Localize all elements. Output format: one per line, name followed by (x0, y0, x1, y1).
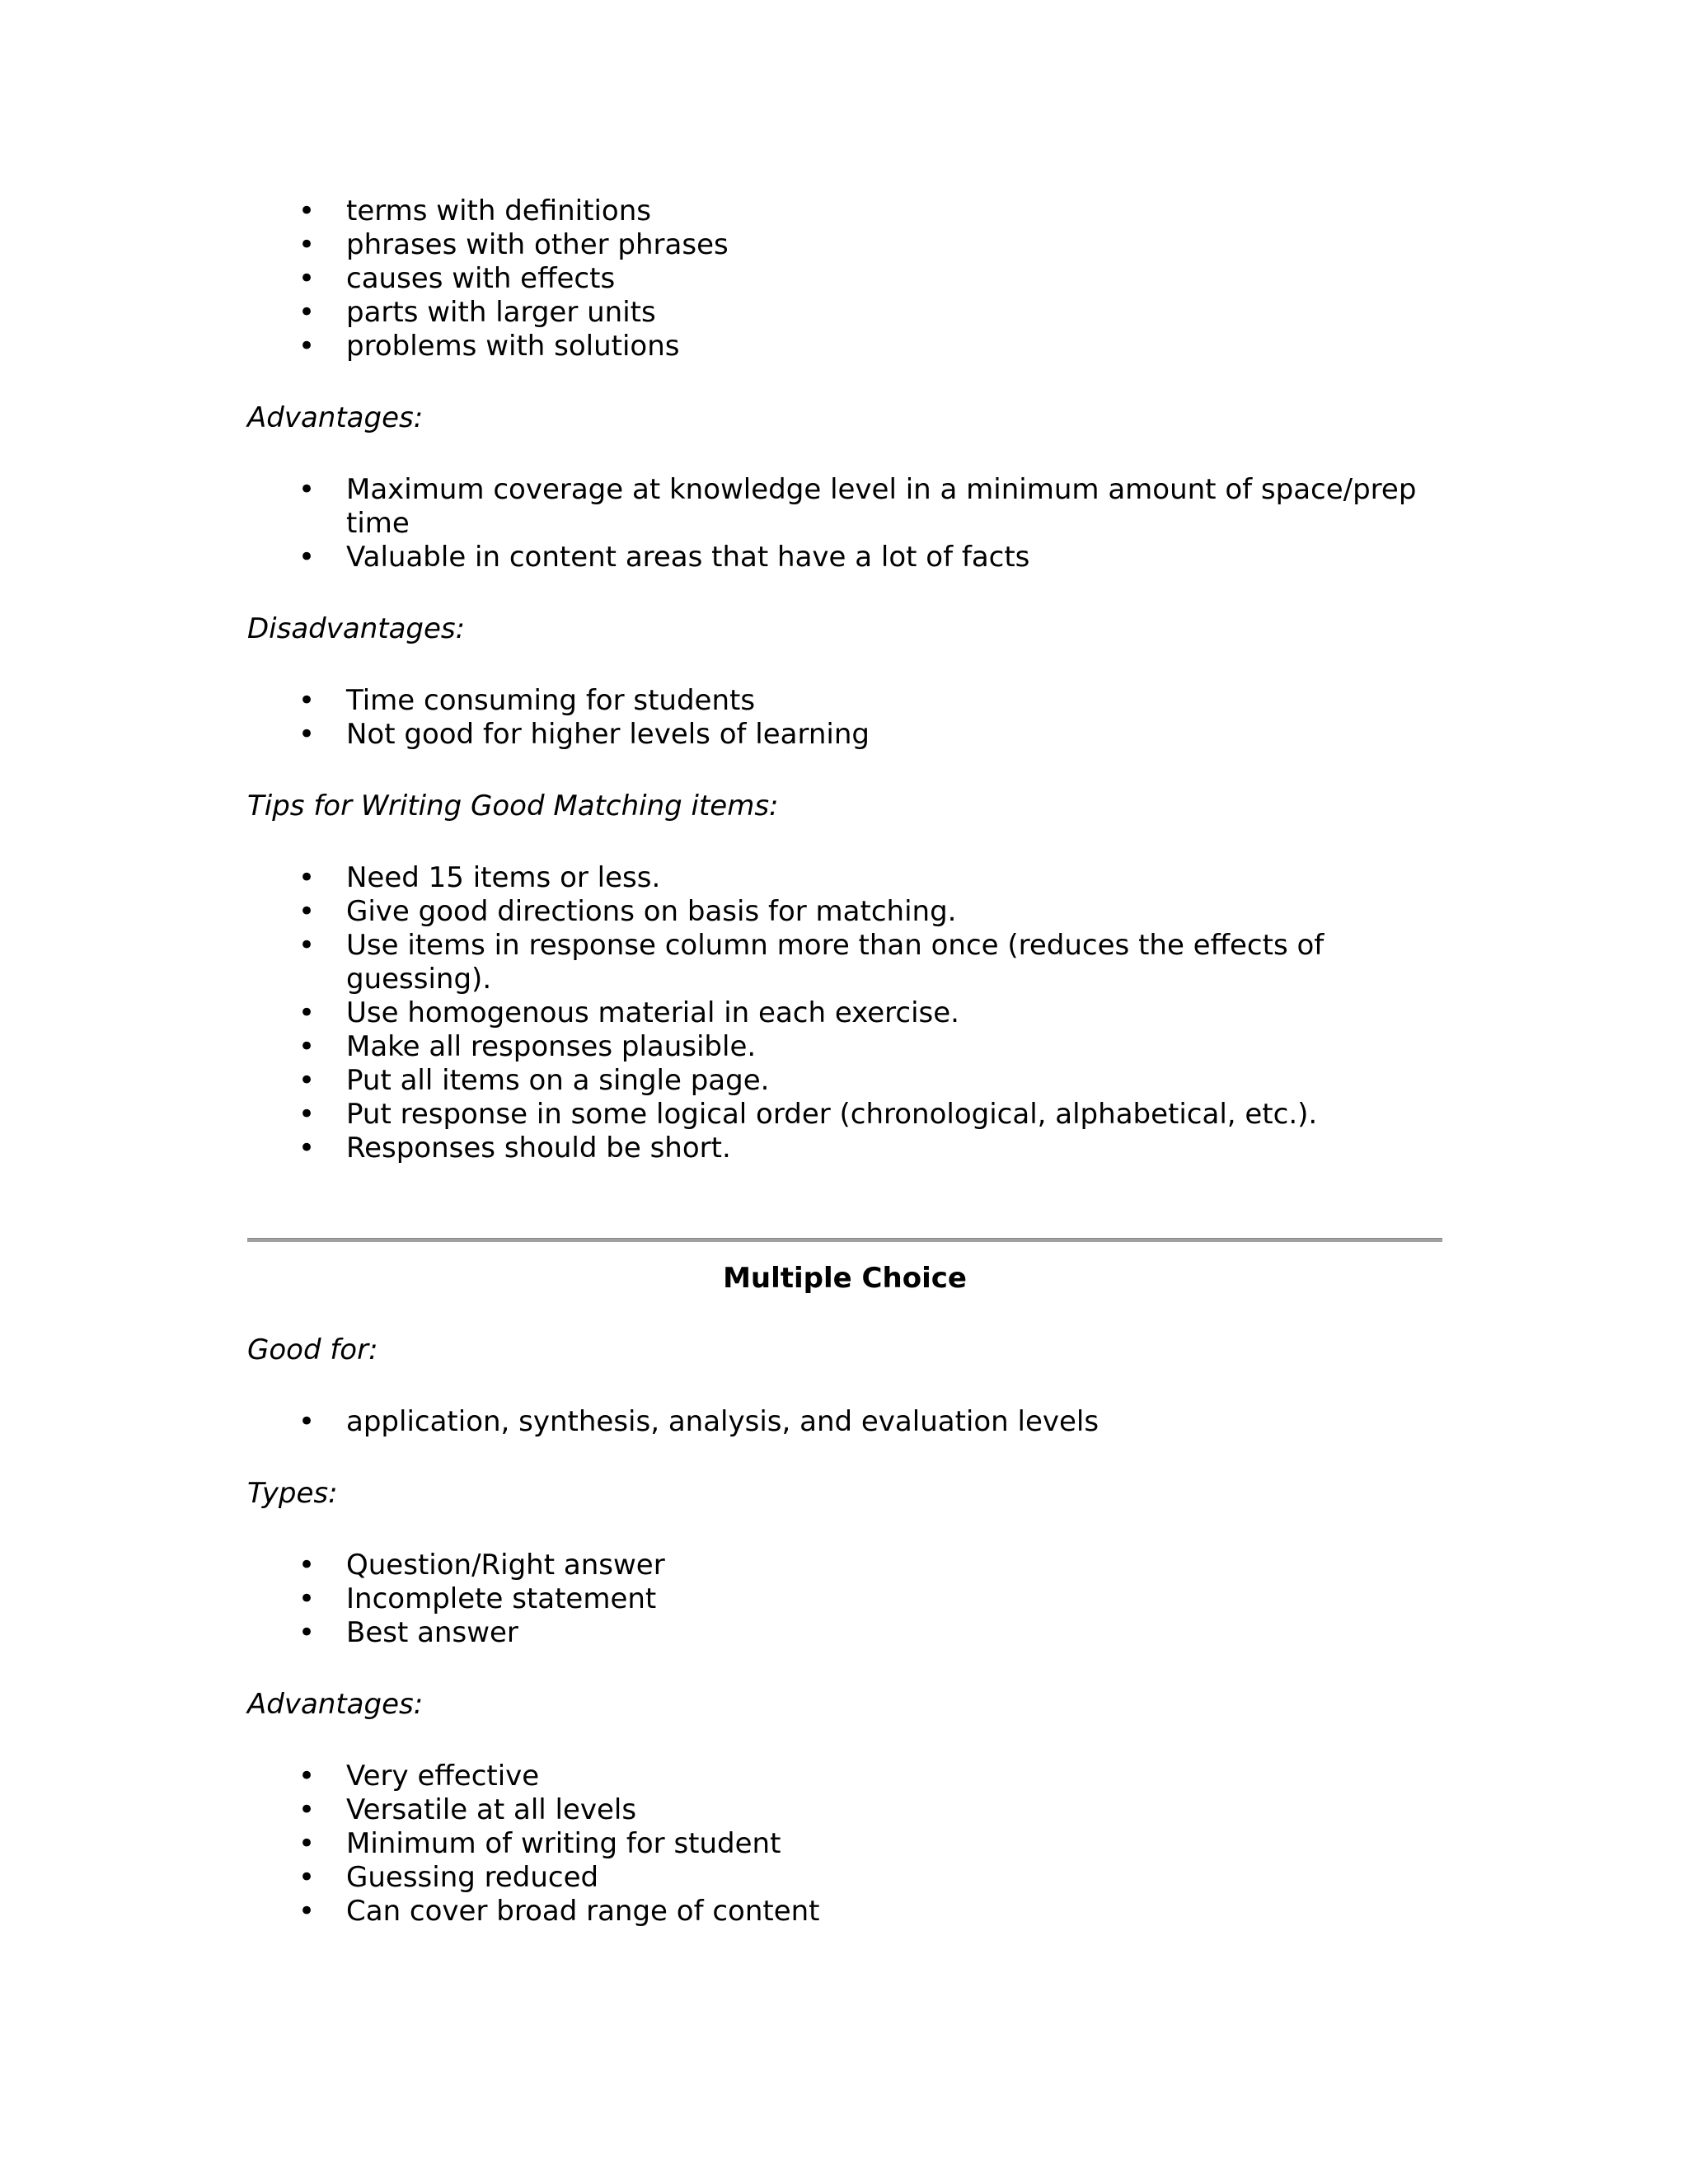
list-item (247, 684, 1442, 718)
list-item-text: Responses should be short. (346, 1132, 731, 1165)
bullet-icon: • (298, 228, 316, 261)
list-item-text: terms with definitions (346, 194, 651, 227)
bullet-icon: • (298, 895, 316, 928)
bullet-icon: • (298, 1861, 316, 1894)
list-item (247, 996, 1442, 1030)
list-item-text: phrases with other phrases (346, 228, 729, 261)
list-item (247, 330, 1442, 363)
matching-disadvantages-label: Disadvantages: (247, 612, 466, 645)
bullet-icon: • (298, 1549, 316, 1582)
matching-advantages-list (247, 473, 1442, 574)
list-item-text: causes with effects (346, 262, 616, 295)
bullet-icon: • (298, 1132, 316, 1165)
list-item (247, 1030, 1442, 1064)
mc-advantages-label: Advantages: (247, 1688, 424, 1721)
bullet-icon: • (298, 929, 316, 962)
list-item-text: Very effective (346, 1760, 540, 1793)
list-item-text: Put all items on a single page. (346, 1064, 770, 1097)
list-item (247, 929, 1442, 996)
bullet-icon: • (298, 330, 316, 363)
bullet-icon: • (298, 194, 316, 227)
bullet-icon: • (298, 1616, 316, 1649)
mc-good-for-label: Good for: (247, 1333, 378, 1366)
section-heading-multiple-choice: Multiple Choice (723, 1262, 967, 1295)
bullet-icon: • (298, 1827, 316, 1860)
matching-disadvantages-list (247, 684, 1442, 752)
bullet-icon: • (298, 684, 316, 717)
list-item-text: Make all responses plausible. (346, 1030, 757, 1063)
bullet-icon: • (298, 1793, 316, 1826)
bullet-icon: • (298, 996, 316, 1029)
list-item-text: Maximum coverage at knowledge level in a minimum amount of space/prep time (346, 473, 1417, 540)
list-item-text: Incomplete statement (346, 1582, 657, 1615)
bullet-icon: • (298, 1895, 316, 1928)
bullet-icon: • (298, 1405, 316, 1438)
matching-tips-label: Tips for Writing Good Matching items: (247, 790, 779, 823)
list-item (247, 718, 1442, 752)
bullet-icon: • (298, 473, 316, 506)
list-item-text: parts with larger units (346, 296, 656, 329)
bullet-icon: • (298, 1098, 316, 1131)
list-item (247, 541, 1442, 574)
bullet-icon: • (298, 718, 316, 751)
list-item-text: Need 15 items or less. (346, 861, 661, 894)
list-item (247, 262, 1442, 296)
matching-tips-list (247, 861, 1442, 1165)
list-item-text: Give good directions on basis for matching. (346, 895, 957, 928)
list-item (247, 1549, 1442, 1582)
list-item (247, 1405, 1442, 1439)
list-item-text: application, synthesis, analysis, and evaluation levels (346, 1405, 1100, 1438)
list-item-text: Can cover broad range of content (346, 1895, 820, 1928)
bullet-icon: • (298, 262, 316, 295)
bullet-icon: • (298, 1030, 316, 1063)
list-item (247, 1064, 1442, 1098)
bullet-icon: • (298, 861, 316, 894)
list-item (247, 1132, 1442, 1165)
bullet-icon: • (298, 1064, 316, 1097)
list-item-text: Minimum of writing for student (346, 1827, 781, 1860)
list-item (247, 1098, 1442, 1132)
list-item-text: Guessing reduced (346, 1861, 599, 1894)
list-item-text: Question/Right answer (346, 1549, 665, 1582)
bullet-icon: • (298, 296, 316, 329)
list-item-text: Time consuming for students (346, 684, 756, 717)
list-item (247, 1861, 1442, 1895)
mc-types-list (247, 1549, 1442, 1650)
list-item (247, 1616, 1442, 1650)
bullet-icon: • (298, 541, 316, 574)
mc-advantages-list (247, 1760, 1442, 1929)
list-item (247, 1582, 1442, 1616)
list-item (247, 473, 1442, 541)
list-item-text: Versatile at all levels (346, 1793, 637, 1826)
list-item (247, 1793, 1442, 1827)
list-item (247, 1827, 1442, 1861)
list-item-text: Put response in some logical order (chronological, alphabetical, etc.). (346, 1098, 1318, 1131)
list-item (247, 194, 1442, 228)
list-item-text: Not good for higher levels of learning (346, 718, 870, 751)
list-item (247, 296, 1442, 330)
bullet-icon: • (298, 1760, 316, 1793)
bullet-icon: • (298, 1582, 316, 1615)
list-item (247, 228, 1442, 262)
matching-uses-list (247, 194, 1442, 363)
list-item (247, 861, 1442, 895)
mc-types-label: Types: (247, 1477, 338, 1510)
matching-advantages-label: Advantages: (247, 401, 424, 434)
list-item (247, 1760, 1442, 1793)
section-divider (247, 1238, 1442, 1242)
document-content (247, 194, 1442, 1929)
mc-good-for-list (247, 1405, 1442, 1439)
list-item-text: Use items in response column more than once (reduces the effects of guessing). (346, 929, 1325, 996)
list-item (247, 895, 1442, 929)
list-item-text: Best answer (346, 1616, 518, 1649)
list-item (247, 1895, 1442, 1929)
list-item-text: Use homogenous material in each exercise. (346, 996, 959, 1029)
list-item-text: Valuable in content areas that have a lot of facts (346, 541, 1030, 574)
list-item-text: problems with solutions (346, 330, 680, 363)
